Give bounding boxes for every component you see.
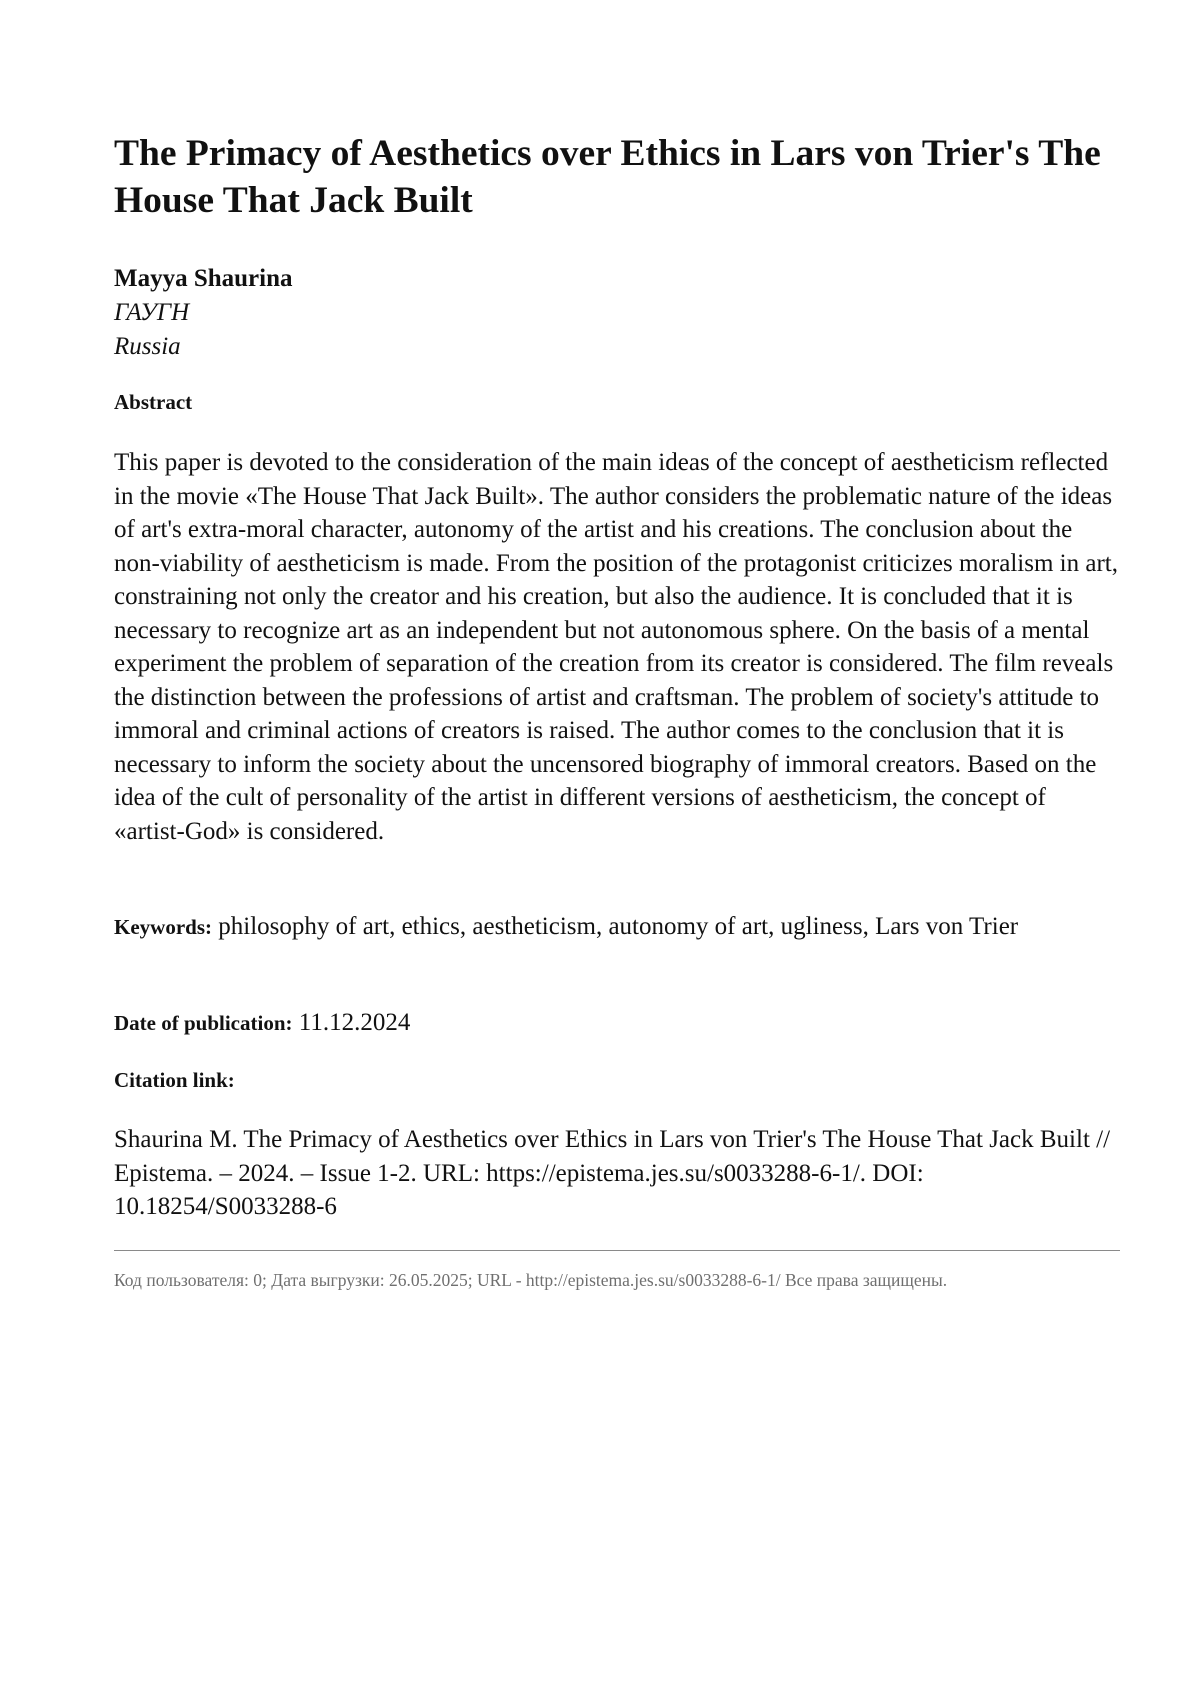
abstract-heading: Abstract xyxy=(114,387,192,417)
abstract-text: This paper is devoted to the consideration of the main ideas of the concept of aestheticism reflected in the movie «The House That Jack Built». The author considers the problematic nature of the ideas of art's extra-moral character, autonomy of the artist and his creations. The conclusion about the non-viability of aestheticism is made. From the position of the protagonist criticizes moralism in art, constraining not only the creator and his creation, but also the audience. It is concluded that it is necessary to recognize art as an independent but not autonomous sphere. On the basis of a mental experiment the problem of separation of the creation from its creator is considered. The film reveals the distinction between the professions of artist and craftsman. The problem of society's attitude to immoral and criminal actions of creators is raised. The author comes to the conclusion that it is necessary to inform the society about the uncensored biography of immoral creators. Based on the idea of the cult of personality of the artist in different versions of aestheticism, the concept of «artist-God» is considered. xyxy=(114,446,1120,848)
citation-text: Shaurina M. The Primacy of Aesthetics over Ethics in Lars von Trier's The House That Jack Built // Epistema. – 2024. – Issue 1-2. URL: https://epistema.jes.su/s0033288-6-1/. DOI: 10.18254/S0033288-6 xyxy=(114,1123,1120,1224)
footer-note: Код пользователя: 0; Дата выгрузки: 26.05.2025; URL - http://epistema.jes.su/s0033288-6-1/ Все права защищены. xyxy=(114,1268,1120,1292)
author-affiliation: ГАУГН xyxy=(114,296,1014,330)
paper-title: The Primacy of Aesthetics over Ethics in Lars von Trier's The House That Jack Built xyxy=(114,130,1120,224)
publication-date-label: Date of publication: xyxy=(114,1011,293,1035)
citation-heading: Citation link: xyxy=(114,1065,235,1095)
keywords-label: Keywords: xyxy=(114,915,212,939)
author-name: Mayya Shaurina xyxy=(114,262,1014,296)
author-country: Russia xyxy=(114,330,1014,364)
keywords xyxy=(114,910,1120,945)
publication-date-value: 11.12.2024 xyxy=(299,1009,411,1036)
author-block xyxy=(114,262,1014,364)
publication-date xyxy=(114,1006,1120,1040)
footer-divider xyxy=(114,1250,1120,1251)
keywords-value: philosophy of art, ethics, aestheticism, autonomy of art, ugliness, Lars von Trier xyxy=(218,913,1018,940)
